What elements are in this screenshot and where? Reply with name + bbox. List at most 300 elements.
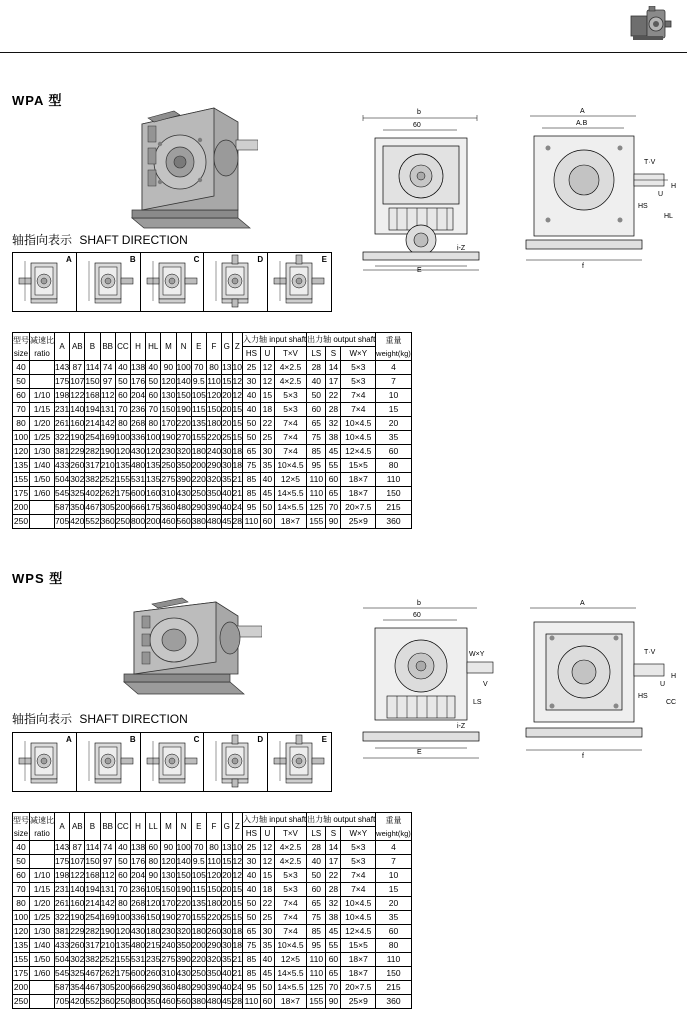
cell-z: 24: [232, 981, 242, 995]
cell-h: 236: [130, 883, 145, 897]
cell-cc: 120: [115, 925, 130, 939]
cell-b: 467: [85, 967, 100, 981]
cell-g: 40: [222, 967, 232, 981]
cell-a: 545: [55, 487, 70, 501]
cell-h: 600: [130, 487, 145, 501]
table-row: [13, 855, 412, 869]
cell-e: 155: [191, 431, 206, 445]
cell-e: 70: [191, 361, 206, 375]
cell-cc: 60: [115, 869, 130, 883]
cell-weight: 7: [376, 375, 412, 389]
cell-z: 15: [232, 417, 242, 431]
wpa-gearbox-photo: [118, 78, 258, 243]
cell-bb: 74: [100, 361, 115, 375]
cell-n: 390: [176, 473, 191, 487]
cell-b: 552: [85, 995, 100, 1009]
cell-b: 214: [85, 417, 100, 431]
cell-z: 15: [232, 431, 242, 445]
cell-bb: 112: [100, 869, 115, 883]
cell-size: 60: [13, 869, 30, 883]
cell-tv: 10×4.5: [274, 459, 306, 473]
cell-wy: 18×7: [341, 487, 376, 501]
cell-hl: 290: [146, 981, 161, 995]
cell-a: 381: [55, 445, 70, 459]
cell-a: 322: [55, 431, 70, 445]
svg-text:b: b: [417, 109, 421, 116]
cell-z: 18: [232, 925, 242, 939]
cell-u: 22: [260, 897, 274, 911]
cell-h: 480: [130, 939, 145, 953]
cell-g: 35: [222, 473, 232, 487]
cell-tv: 7×4: [274, 445, 306, 459]
cell-hl: 120: [146, 897, 161, 911]
cell-h: 531: [130, 473, 145, 487]
header-b: B: [85, 813, 100, 841]
cell-cc: 175: [115, 967, 130, 981]
cell-ab: 190: [70, 431, 85, 445]
cell-ratio: 1/60: [30, 967, 55, 981]
cell-ratio: 1/10: [30, 869, 55, 883]
svg-text:HL: HL: [664, 213, 673, 220]
cell-b: 282: [85, 445, 100, 459]
cell-s: 32: [326, 417, 341, 431]
cell-tv: 4×2.5: [274, 375, 306, 389]
cell-ratio: 1/15: [30, 883, 55, 897]
header-cc: CC: [115, 813, 130, 841]
table-row: [13, 417, 412, 431]
table-row: [13, 939, 412, 953]
shaft-direction-cell-a: [13, 733, 77, 791]
cell-ab: 140: [70, 403, 85, 417]
cell-g: 30: [222, 459, 232, 473]
wpa-front-view-drawing: [345, 100, 495, 275]
shaft-direction-cell-d: [204, 733, 268, 791]
header-ab: AB: [70, 813, 85, 841]
shaft-direction-letter: C: [193, 255, 200, 264]
cell-f: 260: [206, 925, 221, 939]
cell-n: 430: [176, 967, 191, 981]
cell-u: 40: [260, 473, 274, 487]
cell-ab: 325: [70, 967, 85, 981]
cell-size: 40: [13, 361, 30, 375]
cell-cc: 80: [115, 897, 130, 911]
cell-m: 120: [161, 855, 176, 869]
header-h: H: [130, 813, 145, 841]
cell-g: 40: [222, 981, 232, 995]
cell-weight: 215: [376, 501, 412, 515]
cell-g: 20: [222, 389, 232, 403]
cell-hs: 50: [243, 431, 261, 445]
cell-a: 231: [55, 883, 70, 897]
cell-size: 80: [13, 897, 30, 911]
svg-text:i-Z: i-Z: [457, 245, 466, 252]
cell-m: 190: [161, 431, 176, 445]
header-weight: [376, 333, 412, 361]
svg-text:CC: CC: [666, 699, 677, 706]
cell-ls: 110: [307, 967, 326, 981]
cell-hl: 260: [146, 967, 161, 981]
cell-weight: 10: [376, 869, 412, 883]
cell-s: 22: [326, 389, 341, 403]
cell-m: 130: [161, 869, 176, 883]
cell-b: 467: [85, 981, 100, 995]
cell-b: 168: [85, 869, 100, 883]
cell-hl: 40: [146, 361, 161, 375]
header-size-cn: 型号: [13, 815, 29, 825]
table-header-row: [13, 813, 412, 827]
cell-s: 60: [326, 473, 341, 487]
cell-ratio: 1/40: [30, 939, 55, 953]
cell-a: 705: [55, 515, 70, 529]
header-ab: AB: [70, 333, 85, 361]
cell-hs: 110: [243, 515, 261, 529]
svg-text:b: b: [417, 600, 421, 607]
cell-u: 35: [260, 939, 274, 953]
wps-front-view-drawing: [345, 592, 495, 767]
cell-weight: 60: [376, 445, 412, 459]
cell-wy: 7×4: [341, 869, 376, 883]
cell-b: 194: [85, 403, 100, 417]
cell-tv: 12×5: [274, 473, 306, 487]
cell-wy: 5×3: [341, 855, 376, 869]
cell-g: 20: [222, 869, 232, 883]
cell-ratio: 1/20: [30, 897, 55, 911]
shaft-direction-cell-c: [141, 253, 205, 311]
cell-hs: 95: [243, 501, 261, 515]
cell-ratio: [30, 515, 55, 529]
cell-weight: 360: [376, 515, 412, 529]
header-weight-en: weight(kg): [376, 348, 411, 358]
shaft-direction-cell-e: [268, 733, 331, 791]
cell-ls: 65: [307, 897, 326, 911]
cell-a: 198: [55, 869, 70, 883]
cell-ls: 110: [307, 953, 326, 967]
cell-m: 460: [161, 995, 176, 1009]
header-input-shaft-group: 入力轴 input shaft: [243, 333, 307, 347]
table-row: [13, 981, 412, 995]
cell-ratio: 1/25: [30, 431, 55, 445]
svg-text:E: E: [417, 749, 422, 756]
cell-ab: 107: [70, 375, 85, 389]
cell-weight: 150: [376, 487, 412, 501]
cell-hs: 25: [243, 361, 261, 375]
cell-ls: 75: [307, 431, 326, 445]
cell-hl: 135: [146, 473, 161, 487]
cell-h: 430: [130, 925, 145, 939]
cell-tv: 7×4: [274, 417, 306, 431]
header-bb: BB: [100, 333, 115, 361]
cell-e: 115: [191, 883, 206, 897]
cell-g: 20: [222, 883, 232, 897]
cell-n: 560: [176, 515, 191, 529]
cell-m: 90: [161, 841, 176, 855]
cell-ls: 155: [307, 515, 326, 529]
cell-f: 350: [206, 487, 221, 501]
cell-u: 12: [260, 855, 274, 869]
svg-text:HS: HS: [638, 203, 648, 210]
cell-tv: 7×4: [274, 431, 306, 445]
cell-z: 12: [232, 855, 242, 869]
cell-e: 380: [191, 995, 206, 1009]
cell-m: 90: [161, 361, 176, 375]
cell-g: 20: [222, 403, 232, 417]
cell-tv: 14×5.5: [274, 501, 306, 515]
cell-size: 135: [13, 459, 30, 473]
cell-g: 30: [222, 925, 232, 939]
header-ratio-en: ratio: [34, 348, 50, 358]
cell-hs: 25: [243, 841, 261, 855]
cell-u: 60: [260, 995, 274, 1009]
cell-m: 460: [161, 515, 176, 529]
cell-s: 90: [326, 515, 341, 529]
cell-cc: 40: [115, 841, 130, 855]
cell-bb: 112: [100, 389, 115, 403]
cell-size: 120: [13, 445, 30, 459]
cell-hs: 85: [243, 967, 261, 981]
table-row: [13, 897, 412, 911]
cell-b: 150: [85, 375, 100, 389]
cell-m: 360: [161, 981, 176, 995]
header-output-shaft-group: 出力轴 output shaft: [307, 333, 376, 347]
shaft-direction-letter: B: [129, 735, 136, 744]
shaft-direction-letter: D: [257, 735, 264, 744]
cell-hs: 40: [243, 883, 261, 897]
svg-text:U: U: [660, 681, 666, 688]
cell-z: 21: [232, 967, 242, 981]
header-z: Z: [232, 333, 242, 361]
cell-weight: 80: [376, 939, 412, 953]
shaft-direction-letter: A: [66, 255, 72, 264]
cell-hs: 65: [243, 445, 261, 459]
cell-a: 322: [55, 911, 70, 925]
cell-hl: 350: [146, 995, 161, 1009]
cell-b: 382: [85, 473, 100, 487]
cell-hs: 75: [243, 939, 261, 953]
cell-e: 290: [191, 981, 206, 995]
cell-f: 220: [206, 911, 221, 925]
cell-s: 55: [326, 939, 341, 953]
header-wy: W×Y: [341, 347, 376, 361]
cell-tv: 4×2.5: [274, 841, 306, 855]
table-row: [13, 487, 412, 501]
cell-z: 28: [232, 515, 242, 529]
cell-n: 480: [176, 501, 191, 515]
cell-ls: 60: [307, 403, 326, 417]
cell-u: 35: [260, 459, 274, 473]
cell-u: 30: [260, 445, 274, 459]
cell-n: 220: [176, 417, 191, 431]
cell-e: 220: [191, 473, 206, 487]
cell-s: 65: [326, 967, 341, 981]
cell-f: 180: [206, 897, 221, 911]
cell-size: 250: [13, 995, 30, 1009]
table-row: [13, 459, 412, 473]
header-bb: BB: [100, 813, 115, 841]
cell-z: 10: [232, 841, 242, 855]
cell-hs: 85: [243, 953, 261, 967]
cell-ratio: 1/50: [30, 953, 55, 967]
cell-a: 198: [55, 389, 70, 403]
cell-f: 110: [206, 855, 221, 869]
header-size: [13, 333, 30, 361]
header-weight: [376, 813, 412, 841]
cell-size: 135: [13, 939, 30, 953]
cell-b: 382: [85, 953, 100, 967]
cell-f: 240: [206, 445, 221, 459]
cell-z: 12: [232, 869, 242, 883]
header-size-cn: 型号: [13, 335, 29, 345]
cell-f: 150: [206, 403, 221, 417]
cell-a: 433: [55, 459, 70, 473]
cell-ls: 50: [307, 389, 326, 403]
cell-cc: 70: [115, 403, 130, 417]
cell-u: 60: [260, 515, 274, 529]
cell-b: 168: [85, 389, 100, 403]
cell-z: 21: [232, 487, 242, 501]
cell-s: 17: [326, 855, 341, 869]
cell-n: 100: [176, 841, 191, 855]
cell-m: 230: [161, 925, 176, 939]
cell-size: 155: [13, 953, 30, 967]
svg-text:H: H: [671, 673, 677, 680]
svg-text:f: f: [582, 263, 584, 270]
cell-a: 504: [55, 953, 70, 967]
shaft-direction-cell-b: [77, 253, 141, 311]
shaft-direction-cell-b: [77, 733, 141, 791]
header-size-en: size: [13, 828, 29, 838]
cell-wy: 15×5: [341, 939, 376, 953]
cell-wy: 18×7: [341, 473, 376, 487]
header-ratio-cn: 减速比: [30, 815, 54, 825]
cell-wy: 20×7.5: [341, 501, 376, 515]
header-weight-cn: 重量: [385, 335, 402, 345]
cell-hl: 150: [146, 911, 161, 925]
cell-b: 402: [85, 487, 100, 501]
cell-h: 204: [130, 389, 145, 403]
cell-a: 143: [55, 361, 70, 375]
cell-cc: 175: [115, 487, 130, 501]
cell-wy: 20×7.5: [341, 981, 376, 995]
cell-bb: 262: [100, 487, 115, 501]
shaft-direction-en: SHAFT DIRECTION: [79, 712, 188, 726]
cell-n: 140: [176, 375, 191, 389]
cell-f: 350: [206, 967, 221, 981]
cell-hs: 30: [243, 855, 261, 869]
cell-hl: 100: [146, 431, 161, 445]
cell-h: 430: [130, 445, 145, 459]
table-row: [13, 841, 412, 855]
cell-ratio: 1/60: [30, 487, 55, 501]
cell-e: 180: [191, 925, 206, 939]
svg-text:i-Z: i-Z: [457, 723, 466, 730]
table-row: [13, 925, 412, 939]
cell-f: 480: [206, 995, 221, 1009]
cell-ls: 40: [307, 855, 326, 869]
cell-ls: 155: [307, 995, 326, 1009]
cell-m: 360: [161, 501, 176, 515]
cell-weight: 35: [376, 911, 412, 925]
cell-h: 336: [130, 911, 145, 925]
table-row: [13, 375, 412, 389]
cell-f: 290: [206, 939, 221, 953]
header-s: S: [326, 827, 341, 841]
cell-cc: 155: [115, 473, 130, 487]
cell-wy: 7×4: [341, 389, 376, 403]
header-g: G: [222, 813, 232, 841]
shaft-direction-letter: E: [321, 255, 327, 264]
cell-m: 250: [161, 459, 176, 473]
cell-hs: 50: [243, 911, 261, 925]
cell-u: 12: [260, 841, 274, 855]
cell-hs: 65: [243, 925, 261, 939]
cell-e: 105: [191, 389, 206, 403]
shaft-direction-letter: D: [257, 255, 264, 264]
cell-z: 18: [232, 459, 242, 473]
cell-a: 705: [55, 995, 70, 1009]
cell-hl: 180: [146, 925, 161, 939]
cell-size: 120: [13, 925, 30, 939]
cell-weight: 20: [376, 897, 412, 911]
cell-f: 80: [206, 841, 221, 855]
cell-bb: 169: [100, 431, 115, 445]
cell-b: 317: [85, 939, 100, 953]
cell-s: 70: [326, 981, 341, 995]
cell-cc: 80: [115, 417, 130, 431]
cell-wy: 5×3: [341, 841, 376, 855]
cell-wy: 5×3: [341, 361, 376, 375]
cell-a: 175: [55, 855, 70, 869]
cell-hl: 80: [146, 417, 161, 431]
cell-ratio: 1/50: [30, 473, 55, 487]
header-n: N: [176, 333, 191, 361]
cell-cc: 100: [115, 911, 130, 925]
cell-s: 28: [326, 403, 341, 417]
cell-bb: 305: [100, 501, 115, 515]
cell-s: 14: [326, 361, 341, 375]
header-b: B: [85, 333, 100, 361]
cell-s: 55: [326, 459, 341, 473]
cell-ab: 122: [70, 389, 85, 403]
cell-ls: 110: [307, 473, 326, 487]
cell-hs: 50: [243, 417, 261, 431]
cell-hl: 215: [146, 939, 161, 953]
cell-z: 15: [232, 911, 242, 925]
shaft-direction-letter: A: [66, 735, 72, 744]
cell-a: 433: [55, 939, 70, 953]
cell-h: 800: [130, 995, 145, 1009]
cell-g: 13: [222, 361, 232, 375]
cell-ab: 354: [70, 981, 85, 995]
cell-wy: 5×3: [341, 375, 376, 389]
cell-n: 220: [176, 897, 191, 911]
cell-u: 15: [260, 869, 274, 883]
svg-text:V: V: [483, 681, 488, 688]
cell-ab: 122: [70, 869, 85, 883]
header-h: H: [130, 333, 145, 361]
cell-tv: 18×7: [274, 515, 306, 529]
cell-bb: 360: [100, 995, 115, 1009]
cell-weight: 110: [376, 953, 412, 967]
cell-n: 190: [176, 883, 191, 897]
cell-b: 552: [85, 515, 100, 529]
cell-m: 150: [161, 403, 176, 417]
cell-size: 70: [13, 403, 30, 417]
cell-n: 350: [176, 459, 191, 473]
svg-text:LS: LS: [473, 699, 482, 706]
header-hs: HS: [243, 827, 261, 841]
cell-z: 18: [232, 445, 242, 459]
cell-ratio: 1/10: [30, 389, 55, 403]
